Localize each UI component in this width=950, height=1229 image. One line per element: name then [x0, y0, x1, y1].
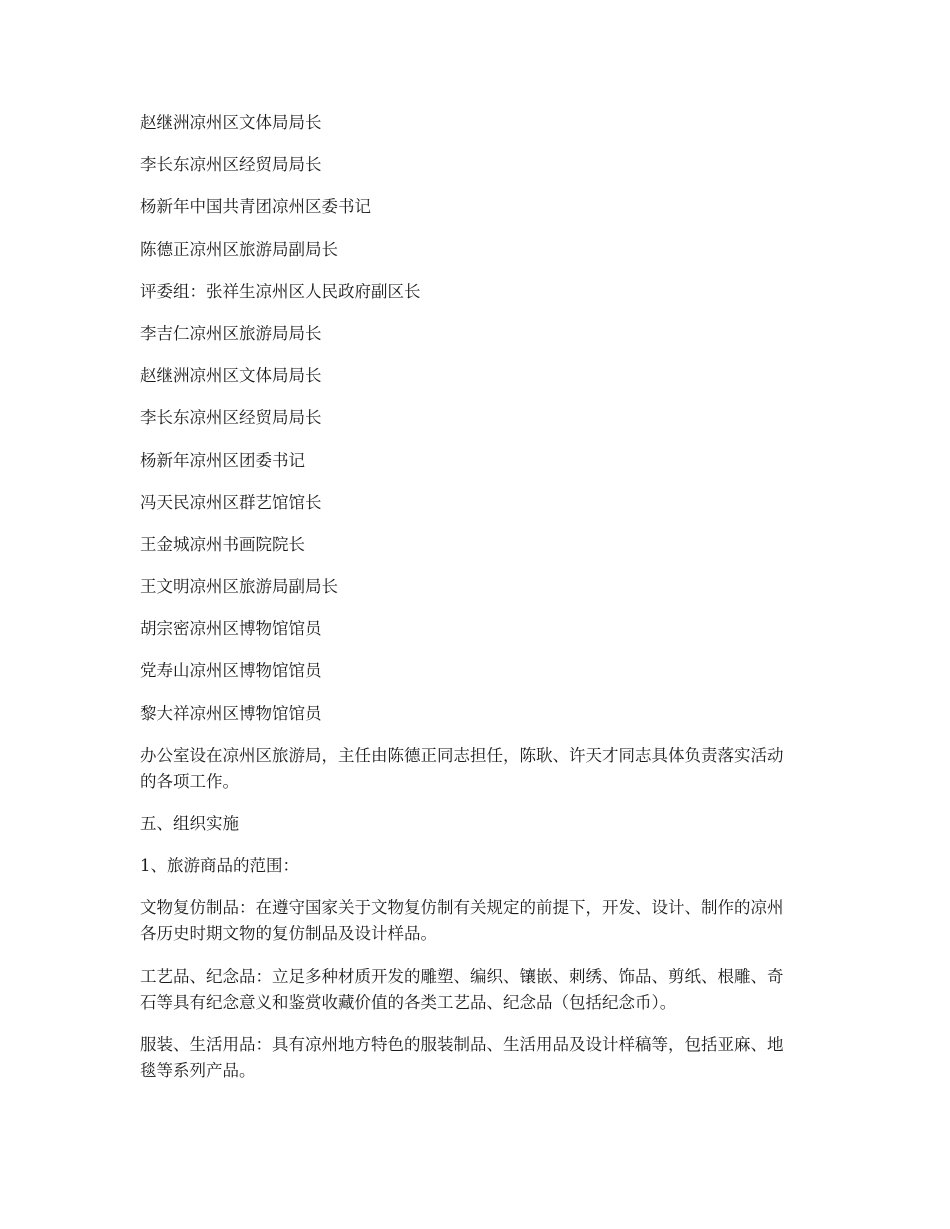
subsection-heading: 1、旅游商品的范围： — [140, 856, 299, 876]
committee-member-line: 杨新年中国共青团凉州区委书记 — [140, 197, 371, 217]
jury-member-line: 李吉仁凉州区旅游局局长 — [140, 323, 322, 343]
jury-member-line: 王金城凉州书画院院长 — [140, 534, 305, 554]
committee-member-line: 赵继洲凉州区文体局局长 — [140, 113, 322, 132]
relics-paragraph-line-1: 文物复仿制品：在遵守国家关于文物复仿制有关规定的前提下，开发、设计、制作的凉州 — [140, 898, 784, 918]
jury-member-line: 王文明凉州区旅游局副局长 — [140, 577, 338, 597]
jury-member-line: 胡宗密凉州区博物馆馆员 — [140, 619, 322, 639]
jury-member-line: 杨新年凉州区团委书记 — [140, 450, 305, 470]
office-paragraph-line-2: 的各项工作。 — [140, 771, 239, 791]
document-body — [140, 110, 810, 1100]
office-paragraph-line-1: 办公室设在凉州区旅游局，主任由陈德正同志担任，陈耿、许天才同志具体负责落实活动 — [140, 745, 784, 765]
apparel-paragraph — [140, 1032, 810, 1084]
crafts-paragraph-line-1: 工艺品、纪念品：立足多种材质开发的雕塑、编织、镶嵌、刺绣、饰品、剪纸、根雕、奇 — [140, 966, 784, 986]
apparel-paragraph-line-2: 毯等系列产品。 — [140, 1060, 256, 1080]
office-paragraph — [140, 743, 810, 795]
jury-member-line: 冯天民凉州区群艺馆馆长 — [140, 492, 322, 512]
jury-member-line: 李长东凉州区经贸局局长 — [140, 408, 322, 428]
jury-heading-line: 评委组：张祥生凉州区人民政府副区长 — [140, 281, 421, 301]
jury-member-line: 赵继洲凉州区文体局局长 — [140, 366, 322, 386]
relics-paragraph-line-2: 各历史时期文物的复仿制品及设计样品。 — [140, 924, 437, 944]
jury-member-line: 黎大祥凉州区博物馆馆员 — [140, 703, 322, 723]
jury-member-line: 党寿山凉州区博物馆馆员 — [140, 661, 322, 681]
apparel-paragraph-line-1: 服装、生活用品：具有凉州地方特色的服装制品、生活用品及设计样稿等，包括亚麻、地 — [140, 1034, 784, 1054]
crafts-paragraph-line-2: 石等具有纪念意义和鉴赏收藏价值的各类工艺品、纪念品（包括纪念币）。 — [140, 992, 677, 1012]
committee-member-line: 李长东凉州区经贸局局长 — [140, 155, 322, 175]
relics-paragraph — [140, 895, 810, 947]
section-heading: 五、组织实施 — [140, 814, 239, 833]
crafts-paragraph — [140, 964, 810, 1016]
committee-member-line: 陈德正凉州区旅游局副局长 — [140, 239, 338, 259]
